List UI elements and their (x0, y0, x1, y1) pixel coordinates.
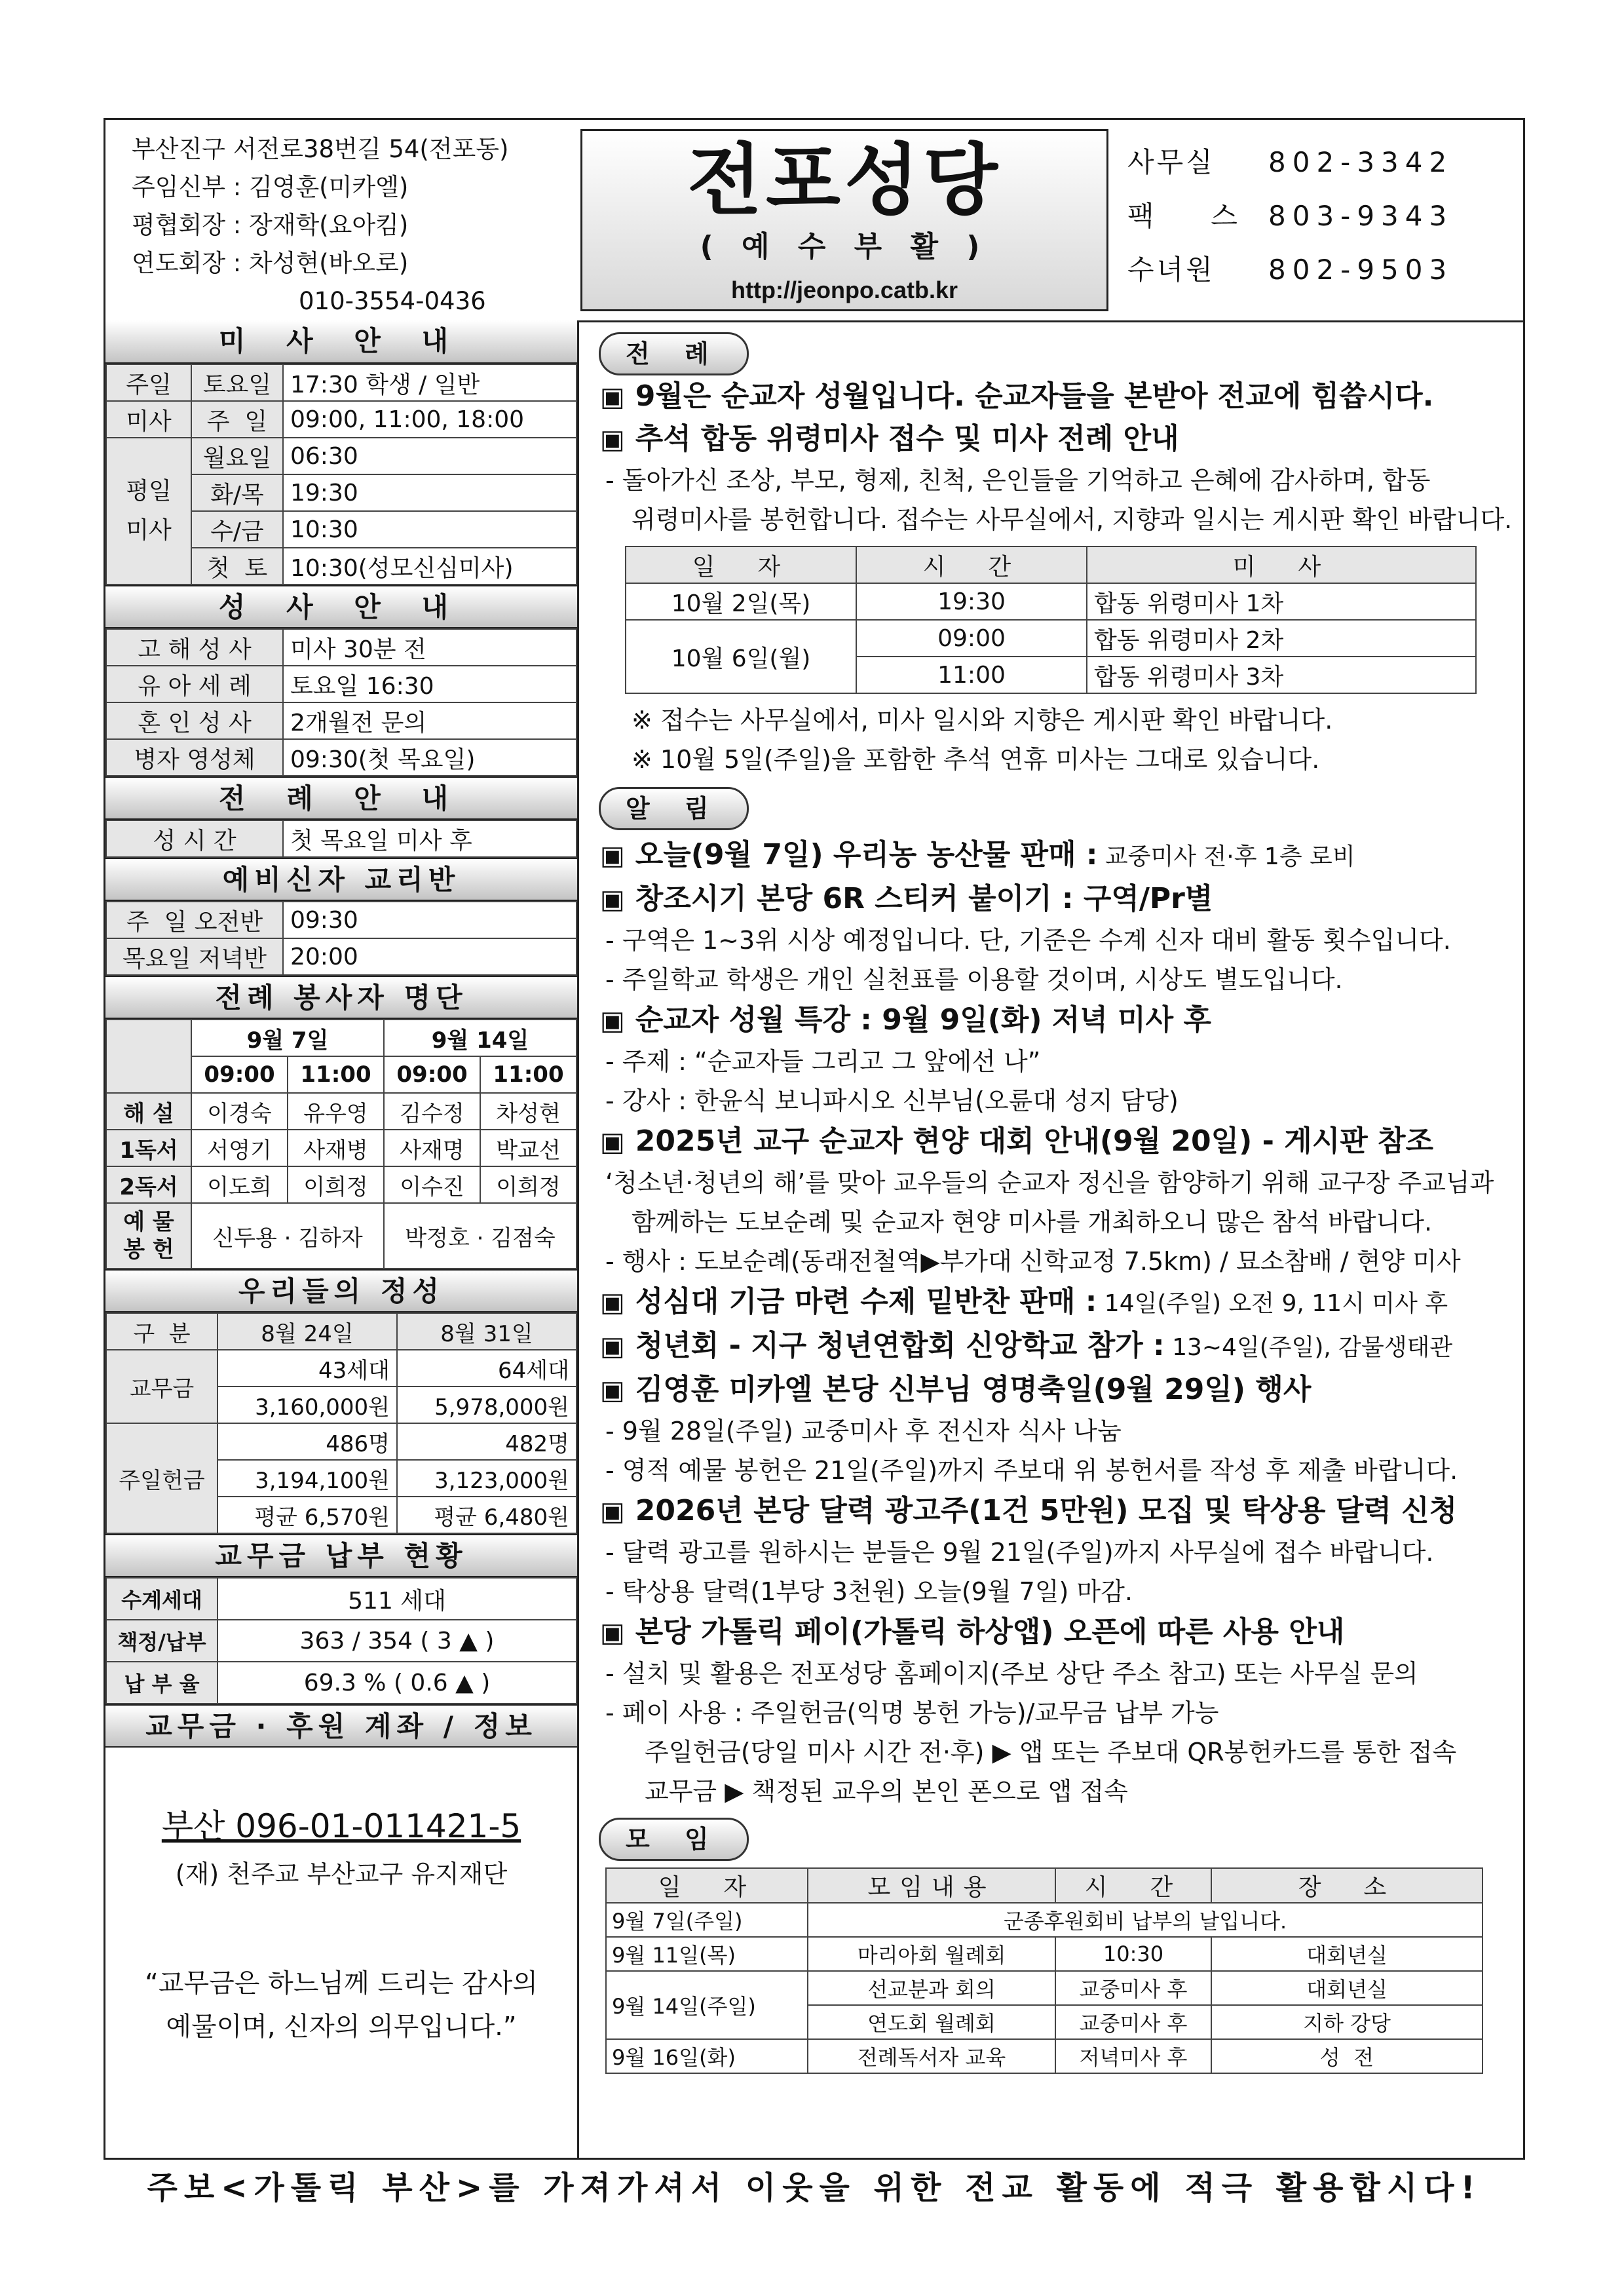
contributions-table (105, 1312, 577, 1534)
contrib-header: 구 분 (106, 1313, 217, 1350)
council-president: 평협회장 : 장재학(요아킴) (132, 211, 409, 239)
catechumen-title: 예비신자 교리반 (105, 858, 577, 901)
notice-detail: - 돌아가신 조상, 부모, 형제, 친척, 은인들을 기억하고 은혜에 감사하며, 합동 (605, 466, 1431, 495)
table-row (106, 1423, 576, 1460)
table-header: 모임내용 (808, 1868, 1055, 1903)
class-name: 주 일 오전반 (106, 902, 283, 938)
liturgy-guide-table (105, 820, 577, 858)
notice-detail: - 강사 : 한윤식 보니파시오 신부님(오륜대 성지 담당) (605, 1086, 1179, 1115)
server-name: 이수진 (384, 1166, 480, 1203)
class-time: 20:00 (283, 938, 576, 975)
contrib-value: 3,194,100원 (217, 1460, 397, 1497)
table-header: 일 자 (626, 546, 856, 583)
quote-line: “교무금은 하느님께 드리는 감사의 (145, 1968, 538, 1999)
notice-detail: 위령미사를 봉헌합니다. 접수는 사무실에서, 지향과 일시는 게시판 확인 바랍니다. (632, 505, 1513, 534)
table-header: 시 간 (856, 546, 1087, 583)
notice-text: 순교자 성월 특강 : 9월 9일(화) 저녁 미사 후 (635, 1003, 1211, 1037)
server-name: 사재명 (384, 1130, 480, 1166)
contact-label: 사무실 (1127, 146, 1215, 178)
notice-detail: - 달력 광고를 원하시는 분들은 9월 21일(주일)까지 사무실에 접수 바랍니다. (605, 1538, 1434, 1567)
meetings-pill: 모 임 (599, 1818, 749, 1861)
footer-slogan: 주보<가톨릭 부산>를 가져가셔서 이웃을 위한 전교 활동에 적극 활용합시다! (147, 2170, 1482, 2206)
notices-pill: 알 림 (599, 787, 749, 830)
table-row (626, 583, 1476, 620)
mass-time: 06:30 (283, 438, 576, 474)
table-row (106, 702, 576, 739)
dues-label: 납 부 율 (106, 1662, 217, 1704)
table-row (106, 1020, 576, 1056)
notice-heading (600, 375, 1523, 418)
square-bullet-icon: ▣ (600, 885, 625, 915)
notice-detail: 주일헌금(당일 미사 시간 전·후) ▶ 앱 또는 주보대 QR봉헌카드를 통한 접속 (645, 1738, 1457, 1767)
server-role: 2독서 (106, 1166, 191, 1203)
sacrament-value: 2개월전 문의 (283, 702, 576, 739)
notice-heading (600, 1369, 1523, 1411)
mass-time: 10:30 (283, 511, 576, 548)
notice-heading (600, 999, 1523, 1042)
contact-label: 수녀원 (1127, 254, 1215, 286)
meeting-content: 마리아회 월례회 (808, 1937, 1055, 1971)
contrib-value: 64세대 (397, 1350, 576, 1387)
meeting-place: 대회년실 (1211, 1937, 1482, 1971)
sacraments-table (105, 628, 577, 776)
table-row (106, 401, 576, 438)
parish-title: 전포성당 (687, 134, 1002, 225)
square-bullet-icon: ▣ (600, 382, 625, 412)
meeting-date: 9월 14일(주일) (606, 1971, 808, 2039)
notice-text: 김영훈 미카엘 본당 신부님 영명축일(9월 29일) 행사 (635, 1373, 1312, 1406)
notice-text: 추석 합동 위령미사 접수 및 미사 전례 안내 (635, 422, 1179, 455)
server-name: 김수정 (384, 1093, 480, 1130)
notice-text: 오늘(9월 7일) 우리농 농산물 판매 : (635, 838, 1098, 871)
table-header: 시 간 (1055, 1868, 1211, 1903)
notice-detail: - 탁상용 달력(1부당 3천원) 오늘(9월 7일) 마감. (605, 1577, 1133, 1606)
parish-info (105, 120, 571, 320)
notice-text: 창조시기 본당 6R 스티커 붙이기 : 구역/Pr별 (635, 882, 1213, 915)
notice-detail: ‘청소년·청년의 해’를 맞아 교우들의 순교자 정신을 함양하기 위해 교구장 주교님과 (605, 1168, 1494, 1197)
table-header: 미 사 (1087, 546, 1476, 583)
mass-day: 월요일 (191, 438, 283, 474)
notice-text: 2026년 본당 달력 광고주(1건 5만원) 모집 및 탁상용 달력 신청 (635, 1494, 1458, 1527)
contrib-value: 482명 (397, 1423, 576, 1460)
contrib-header: 8월 24일 (217, 1313, 397, 1350)
server-date: 9월 14일 (384, 1020, 576, 1056)
notice-text: 9월은 순교자 성월입니다. 순교자들을 본받아 전교에 힘씁시다. (635, 379, 1434, 413)
notice-text: 본당 가톨릭 페이(가톨릭 하상앱) 오픈에 따른 사용 안내 (635, 1615, 1345, 1649)
server-time: 11:00 (288, 1056, 384, 1093)
table-row (106, 438, 576, 474)
memorial-note: ※ 접수는 사무실에서, 미사 일시와 지향은 게시판 확인 바랍니다. (632, 706, 1333, 735)
memorial-mass: 합동 위령미사 2차 (1087, 620, 1476, 657)
sacrament-name: 유 아 세 례 (106, 666, 283, 702)
notice-detail: - 설치 및 활용은 전포성당 홈페이지(주보 상단 주소 참고) 또는 사무실 문의 (605, 1659, 1418, 1688)
meetings-table (605, 1867, 1483, 2074)
notice-detail: - 영적 예물 봉헌은 21일(주일)까지 주보대 위 봉헌서를 작성 후 제출 바랍니다. (605, 1456, 1458, 1485)
notice-tail: 14일(주일) 오전 9, 11시 미사 후 (1097, 1290, 1448, 1317)
mass-time: 09:00, 11:00, 18:00 (283, 401, 576, 438)
contrib-value: 3,160,000원 (217, 1387, 397, 1423)
server-name: 차성현 (480, 1093, 576, 1130)
square-bullet-icon: ▣ (600, 1618, 625, 1648)
class-name: 목요일 저녁반 (106, 938, 283, 975)
table-row (626, 620, 1476, 657)
dues-label: 책정/납부 (106, 1620, 217, 1662)
notice-heading (600, 1120, 1523, 1163)
class-time: 09:30 (283, 902, 576, 938)
bulletin-frame (104, 118, 1525, 2160)
table-row (106, 1093, 576, 1130)
meeting-place: 지하 강당 (1211, 2005, 1482, 2039)
meeting-time: 교중미사 후 (1055, 2005, 1211, 2039)
contrib-value: 486명 (217, 1423, 397, 1460)
table-row (106, 820, 576, 857)
table-row (106, 739, 576, 776)
table-row (106, 1350, 576, 1387)
sacrament-value: 토요일 16:30 (283, 666, 576, 702)
contrib-label: 교무금 (106, 1350, 217, 1423)
table-row (606, 1868, 1482, 1903)
table-row (106, 1313, 576, 1350)
address: 부산진구 서전로38번길 54(전포동) (132, 135, 509, 163)
mass-day: 주 일 (191, 401, 283, 438)
square-bullet-icon: ▣ (600, 1127, 625, 1157)
offering-names: 박정호 · 김점숙 (384, 1203, 576, 1269)
memorial-mass: 합동 위령미사 3차 (1087, 657, 1476, 693)
meeting-time: 저녁미사 후 (1055, 2039, 1211, 2073)
meeting-content: 선교분과 회의 (808, 1971, 1055, 2005)
square-bullet-icon: ▣ (600, 425, 625, 455)
liturgical-season: ( 예 수 부 활 ) (700, 230, 989, 263)
notice-heading (600, 834, 1523, 878)
server-date: 9월 7일 (191, 1020, 384, 1056)
guide-value: 첫 목요일 미사 후 (283, 820, 576, 857)
server-time: 11:00 (480, 1056, 576, 1093)
mass-group: 미사 (126, 517, 172, 544)
mass-day: 수/금 (191, 511, 283, 548)
table-header: 일 자 (606, 1868, 808, 1903)
mass-time: 10:30(성모신심미사) (283, 548, 576, 584)
notice-heading (600, 1325, 1523, 1369)
notice-heading (600, 1490, 1523, 1533)
contrib-value: 43세대 (217, 1350, 397, 1387)
server-name: 이희정 (480, 1166, 576, 1203)
square-bullet-icon: ▣ (600, 1331, 625, 1362)
table-row (106, 364, 576, 401)
table-row (106, 1130, 576, 1166)
contrib-value: 5,978,000원 (397, 1387, 576, 1423)
servers-table (105, 1019, 577, 1269)
account-number: 부산 096-01-011421-5 (161, 1807, 521, 1845)
quote-line: 예물이며, 신자의 의무입니다.” (166, 2012, 517, 2042)
mass-group: 평일 (126, 478, 172, 505)
server-role: 예 물 봉 헌 (106, 1203, 191, 1269)
notice-tail: 교중미사 전·후 1층 로비 (1097, 843, 1355, 870)
contributions-title: 우리들의 정성 (105, 1269, 577, 1312)
table-row (106, 1203, 576, 1269)
pastor: 주임신부 : 김영훈(미카엘) (132, 173, 409, 201)
right-column (579, 320, 1523, 2158)
yeondo-phone: 010-3554-0436 (299, 287, 486, 315)
mass-group: 주일 (106, 364, 191, 401)
table-row (106, 938, 576, 975)
meeting-content: 연도회 월례회 (808, 2005, 1055, 2039)
account-info (105, 1748, 577, 2048)
notice-heading (600, 418, 1523, 461)
meeting-content: 전례독서자 교육 (808, 2039, 1055, 2073)
notice-text: 청년회 - 지구 청년연합회 신앙학교 참가 : (635, 1329, 1165, 1362)
memorial-date: 10월 6일(월) (626, 620, 856, 693)
table-row (106, 1662, 576, 1704)
sacrament-name: 병자 영성체 (106, 739, 283, 776)
account-holder: (재) 천주교 부산교구 유지재단 (175, 1860, 508, 1888)
liturgy-pill: 전 례 (599, 332, 749, 375)
square-bullet-icon: ▣ (600, 1497, 625, 1527)
table-row (106, 902, 576, 938)
offering-names: 신두용 · 김하자 (191, 1203, 384, 1269)
memorial-mass: 합동 위령미사 1차 (1087, 583, 1476, 620)
notice-detail: 함께하는 도보순례 및 순교자 현양 미사를 개최하오니 많은 참석 바랍니다. (632, 1208, 1433, 1236)
table-row (106, 666, 576, 702)
server-name: 서영기 (191, 1130, 288, 1166)
meeting-time: 10:30 (1055, 1937, 1211, 1971)
notice-detail: 교무금 ▶ 책정된 교우의 본인 폰으로 앱 접속 (645, 1777, 1128, 1806)
notice-detail: - 9월 28일(주일) 교중미사 후 전신자 식사 나눔 (605, 1417, 1122, 1445)
dues-quote (105, 1962, 577, 2048)
meeting-date: 9월 7일(주일) (606, 1903, 808, 1937)
square-bullet-icon: ▣ (600, 1288, 625, 1318)
dues-value: 69.3 % ( 0.6 ▲ ) (217, 1662, 576, 1704)
contact-office (1127, 136, 1514, 189)
mass-time: 17:30 학생 / 일반 (283, 364, 576, 401)
server-name: 이경숙 (191, 1093, 288, 1130)
server-name: 유우영 (288, 1093, 384, 1130)
notice-text: 2025년 교구 순교자 현양 대회 안내(9월 20일) - 게시판 참조 (635, 1124, 1434, 1158)
notice-detail: - 주제 : “순교자들 그리고 그 앞에선 나” (605, 1047, 1041, 1076)
table-row (106, 1166, 576, 1203)
memorial-time: 11:00 (856, 657, 1087, 693)
notice-tail: 13~4일(주일), 감물생태관 (1164, 1334, 1453, 1361)
guide-name: 성 시 간 (106, 820, 283, 857)
square-bullet-icon: ▣ (600, 841, 625, 871)
notice-text: 성심대 기금 마련 수제 밑반찬 판매 : (635, 1285, 1097, 1318)
title-box (580, 129, 1108, 311)
dues-value: 363 / 354 ( 3 ▲ ) (217, 1620, 576, 1662)
website-url[interactable]: http://jeonpo.catb.kr (731, 277, 958, 303)
left-column (105, 320, 579, 2158)
meeting-date: 9월 16일(화) (606, 2039, 808, 2073)
sacraments-title: 성 사 안 내 (105, 585, 577, 628)
contact-fax (1127, 189, 1514, 243)
contrib-value: 평균 6,480원 (397, 1497, 576, 1533)
dues-table (105, 1577, 577, 1704)
table-row (606, 1971, 1482, 2005)
weekday-mass-group (106, 438, 191, 584)
square-bullet-icon: ▣ (600, 1006, 625, 1036)
contact-number: 802-3342 (1268, 146, 1454, 178)
mass-day: 토요일 (191, 364, 283, 401)
mass-group: 미사 (106, 401, 191, 438)
memorial-time: 19:30 (856, 583, 1087, 620)
notice-detail: - 구역은 1~3위 시상 예정입니다. 단, 기준은 수계 신자 대비 활동 횟수입니다. (605, 926, 1451, 955)
server-time: 09:00 (384, 1056, 480, 1093)
mass-time: 19:30 (283, 474, 576, 511)
mass-table (105, 364, 577, 585)
meeting-date: 9월 11일(목) (606, 1937, 808, 1971)
table-row (106, 629, 576, 666)
table-header: 장 소 (1211, 1868, 1482, 1903)
table-row (626, 546, 1476, 583)
table-row (106, 1620, 576, 1662)
dues-title: 교무금 납부 현황 (105, 1534, 577, 1577)
notices-list (579, 834, 1523, 1811)
memorial-date: 10월 2일(목) (626, 583, 856, 620)
servers-corner (106, 1020, 191, 1093)
server-name: 박교선 (480, 1130, 576, 1166)
notice-detail: - 주일학교 학생은 개인 실천표를 이용할 것이며, 시상도 별도입니다. (605, 965, 1343, 994)
contact-list (1127, 136, 1514, 297)
contact-number: 803-9343 (1268, 200, 1454, 232)
memorial-mass-table (625, 546, 1477, 694)
table-row (606, 1903, 1482, 1937)
mass-title: 미 사 안 내 (105, 320, 577, 364)
yeondo-president: 연도회장 : 차성현(바오로) (132, 249, 409, 277)
mass-day: 첫 토 (191, 548, 283, 584)
contrib-header: 8월 31일 (397, 1313, 576, 1350)
notice-heading (600, 1281, 1523, 1325)
meeting-place: 대회년실 (1211, 1971, 1482, 2005)
sacrament-name: 고 해 성 사 (106, 629, 283, 666)
table-row (106, 1578, 576, 1620)
server-name: 이도희 (191, 1166, 288, 1203)
account-title: 교무금 · 후원 계좌 / 정보 (105, 1704, 577, 1748)
mass-day: 화/목 (191, 474, 283, 511)
notice-heading (600, 878, 1523, 921)
contact-convent (1127, 243, 1514, 297)
contrib-value: 3,123,000원 (397, 1460, 576, 1497)
catechumen-table (105, 901, 577, 976)
sacrament-name: 혼 인 성 사 (106, 702, 283, 739)
table-row (606, 1937, 1482, 1971)
liturgy-guide-title: 전 례 안 내 (105, 776, 577, 820)
server-name: 이희정 (288, 1166, 384, 1203)
contact-label: 팩 스 (1127, 200, 1251, 232)
meeting-time: 교중미사 후 (1055, 1971, 1211, 2005)
notice-heading (600, 1611, 1523, 1654)
contrib-value: 평균 6,570원 (217, 1497, 397, 1533)
square-bullet-icon: ▣ (600, 1375, 625, 1406)
dues-label: 수계세대 (106, 1578, 217, 1620)
meeting-content: 군종후원회비 납부의 날입니다. (808, 1903, 1482, 1937)
servers-title: 전례 봉사자 명단 (105, 976, 577, 1019)
memorial-note: ※ 10월 5일(주일)을 포함한 추석 연휴 미사는 그대로 있습니다. (632, 745, 1320, 774)
server-role: 해 설 (106, 1093, 191, 1130)
notice-detail: - 페이 사용 : 주일헌금(익명 봉헌 가능)/교무금 납부 가능 (605, 1698, 1219, 1727)
server-time: 09:00 (191, 1056, 288, 1093)
sacrament-value: 미사 30분 전 (283, 629, 576, 666)
contrib-label: 주일헌금 (106, 1423, 217, 1533)
table-row (606, 2039, 1482, 2073)
dues-value: 511 세대 (217, 1578, 576, 1620)
sacrament-value: 09:30(첫 목요일) (283, 739, 576, 776)
notice-detail: - 행사 : 도보순례(동래전철역▶부가대 신학교정 7.5km) / 묘소참배 / 현양 미사 (605, 1247, 1461, 1276)
server-role: 1독서 (106, 1130, 191, 1166)
contact-number: 802-9503 (1268, 254, 1454, 286)
liturgy-items (579, 375, 1523, 539)
memorial-time: 09:00 (856, 620, 1087, 657)
server-name: 사재병 (288, 1130, 384, 1166)
meeting-place: 성 전 (1211, 2039, 1482, 2073)
header (105, 120, 1523, 322)
